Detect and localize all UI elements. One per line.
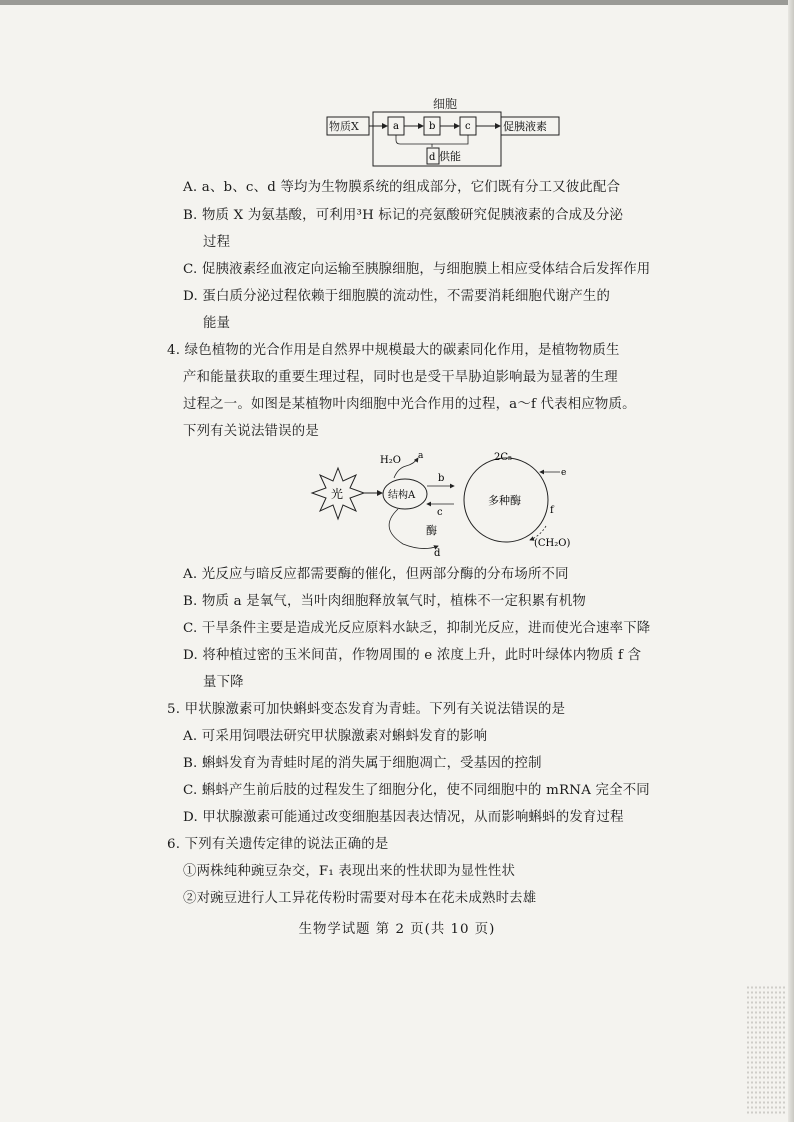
svg-text:结构A: 结构A	[388, 490, 416, 501]
q5-option-a: A. 可采用饲喂法研究甲状腺激素对蝌蚪发育的影响	[183, 729, 488, 744]
svg-text:a: a	[393, 121, 399, 132]
q6-stem: 6. 下列有关遗传定律的说法正确的是	[167, 837, 389, 852]
svg-text:e: e	[561, 468, 567, 478]
light-label: 光	[331, 487, 344, 501]
svg-text:(CH₂O): (CH₂O)	[534, 538, 571, 549]
q4-option-c: C. 干旱条件主要是造成光反应原料水缺乏，抑制光反应，进而使光合速率下降	[183, 621, 651, 636]
q3-option-c: C. 促胰液素经血液定向运输至胰腺细胞，与细胞膜上相应受体结合后发挥作用	[183, 262, 651, 277]
secretin-label: 促胰液素	[503, 120, 547, 133]
energy-label: 供能	[439, 150, 461, 163]
svg-text:c: c	[465, 121, 471, 132]
q3-option-d: D. 蛋白质分泌过程依赖于细胞膜的流动性，不需要消耗细胞代谢产生的	[183, 289, 611, 304]
enzyme-label: 酶	[426, 524, 437, 537]
svg-text:b: b	[429, 121, 436, 132]
q3-option-b: B. 物质 X 为氨基酸，可利用³H 标记的亮氨酸研究促胰液素的合成及分泌	[183, 208, 624, 223]
q4-stem-line4: 下列有关说法错误的是	[183, 424, 319, 439]
scan-right-edge	[788, 0, 794, 1122]
cell-label: 细胞	[433, 98, 458, 111]
q4-option-d-cont: 量下降	[203, 675, 244, 690]
q4-option-d: D. 将种植过密的玉米间苗，作物周围的 e 浓度上升，此时叶绿体内物质 f 含	[183, 648, 642, 663]
q6-item-1: ①两株纯种豌豆杂交，F₁ 表现出来的性状即为显性性状	[183, 864, 516, 879]
multi-enzyme-label: 多种酶	[488, 494, 521, 507]
scan-top-edge	[0, 0, 794, 5]
q3-option-d-cont: 能量	[203, 316, 231, 331]
svg-text:H₂O: H₂O	[380, 455, 401, 466]
q4-stem-line1: 4. 绿色植物的光合作用是自然界中规模最大的碳素同化作用，是植物物质生	[167, 343, 620, 358]
q6-item-2: ②对豌豆进行人工异花传粉时需要对母本在花未成熟时去雄	[183, 891, 537, 906]
secretion-pathway-figure	[325, 98, 565, 170]
q3-option-b-cont: 过程	[203, 235, 231, 250]
q5-option-c: C. 蝌蚪产生前后肢的过程发生了细胞分化，使不同细胞中的 mRNA 完全不同	[183, 783, 650, 798]
svg-text:c: c	[437, 507, 443, 518]
photosynthesis-figure	[308, 448, 578, 560]
svg-text:a: a	[418, 451, 424, 461]
svg-text:b: b	[438, 473, 445, 484]
svg-text:2C₅: 2C₅	[494, 452, 513, 463]
svg-text:d: d	[434, 548, 441, 559]
q4-stem-line2: 产和能量获取的重要生理过程，同时也是受干旱胁迫影响最为显著的生理	[183, 370, 618, 385]
q5-option-b: B. 蝌蚪发育为青蛙时尾的消失属于细胞凋亡，受基因的控制	[183, 756, 542, 771]
q4-stem-line3: 过程之一。如图是某植物叶肉细胞中光合作用的过程，a～f 代表相应物质。	[183, 397, 636, 412]
q4-option-b: B. 物质 a 是氧气，当叶肉细胞释放氧气时，植株不一定积累有机物	[183, 594, 586, 609]
q4-option-a: A. 光反应与暗反应都需要酶的催化，但两部分酶的分布场所不同	[183, 567, 569, 582]
q5-stem: 5. 甲状腺激素可加快蝌蚪变态发育为青蛙。下列有关说法错误的是	[167, 702, 566, 717]
scan-noise	[746, 985, 786, 1115]
svg-text:d: d	[429, 152, 436, 163]
substance-x-label: 物质X	[329, 120, 359, 133]
q5-option-d: D. 甲状腺激素可能通过改变细胞基因表达情况，从而影响蝌蚪的发育过程	[183, 810, 624, 825]
svg-text:f: f	[550, 505, 554, 516]
page-footer: 生物学试题 第 2 页(共 10 页)	[298, 922, 496, 937]
q3-option-a: A. a、b、c、d 等均为生物膜系统的组成部分，它们既有分工又彼此配合	[183, 180, 621, 195]
